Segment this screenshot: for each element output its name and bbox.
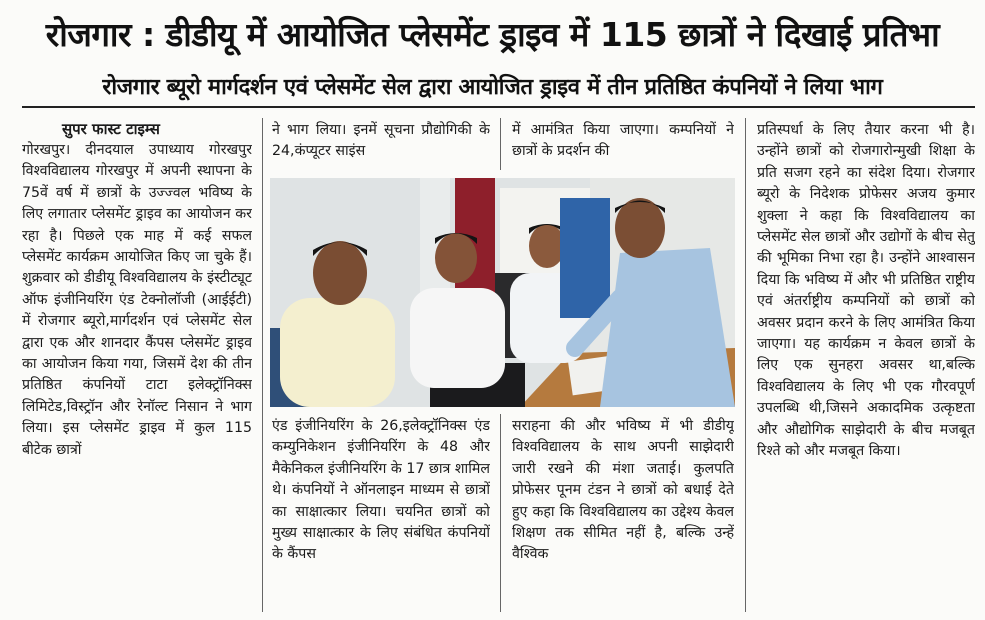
article-column-3-bottom — [512, 416, 734, 612]
article-column-1 — [22, 118, 252, 614]
article-column-2-bottom — [272, 416, 490, 612]
photo-illustration — [270, 178, 735, 407]
news-photo — [270, 178, 735, 407]
column-3-top-text: में आमंत्रित किया जाएगा। कम्पनियों ने छात्रों के प्रदर्शन की — [512, 122, 734, 160]
article-column-3-top — [512, 120, 734, 166]
column-1-text: गोरखपुर। दीनदयाल उपाध्याय गोरखपुर विश्वविद्यालय गोरखपुर में अपनी स्थापना के 75वें वर्ष में छात्रों के उज्ज्वल भविष्य के लिए लगातार प्लेसमेंट ड्राइव का आयोजन कर रहा है। पिछले एक माह में कई सफल प्लेसमेंट कार्यक्रम आयोजित किए जा चुके हैं। शुक्रवार को डीडीयू विश्वविद्यालय के इंस्टीट्यूट ऑफ इंजीनियरिंग एंड टेक्नोलॉजी (आईईटी) में रोजगार ब्यूरो,मार्गदर्शन एवं प्लेसमेंट सेल द्वारा एक और शानदार कैंपस प्लेसमेंट ड्राइव का आयोजन किया गया, जिसमें देश की तीन प्रतिष्ठित कंपनियों टाटा इलेक्ट्रॉनिक्स लिमिटेड,विस्ट्रॉन और रेनॉल्ट निसान ने भाग लिया। इस प्लेसमेंट ड्राइव में कुल 115 बीटेक छात्रों — [22, 142, 252, 458]
column-4-text: प्रतिस्पर्धा के लिए तैयार करना भी है। उन्होंने छात्रों को रोजगारोन्मुखी शिक्षा के प्रति सजग रहने का संदेश दिया। रोजगार ब्यूरो के निदेशक प्रोफेसर अजय कुमार शुक्ला ने कहा कि विश्वविद्यालय का प्लेसमेंट सेल छात्रों और उद्योगों के बीच सेतु की भूमिका निभा रहा है। उन्होंने आश्वासन दिया कि भविष्य में और भी प्रतिष्ठित राष्ट्रीय एवं अंतर्राष्ट्रीय कम्पनियों को छात्रों को अवसर प्रदान करने के लिए आमंत्रित किया जाएगा। यह कार्यक्रम न केवल छात्रों के लिए एक सुनहरा अवसर था,बल्कि विश्वविद्यालय के लिए भी एक गौरवपूर्ण उपलब्धि थी,जिसने अकादमिक उत्कृष्टता और औद्योगिक साझेदारी के बीच मजबूत रिश्ते को और मजबूत किया। — [757, 122, 975, 460]
column-2-bottom-text: एंड इंजीनियरिंग के 26,इलेक्ट्रॉनिक्स एंड कम्युनिकेशन इंजीनियरिंग के 48 और मैकेनिकल इंजीनियरिंग के 17 छात्र शामिल थे। कंपनियों ने ऑनलाइन माध्यम से छात्रों का साक्षात्कार लिया। चयनित छात्रों को मुख्य साक्षात्कार के लिए संबंधित कंपनियों के कैंपस — [272, 418, 490, 563]
article-column-2-top — [272, 120, 490, 166]
byline: सुपर फास्ट टाइम्स — [62, 120, 160, 138]
subheadline: रोजगार ब्यूरो मार्गदर्शन एवं प्लेसमेंट सेल द्वारा आयोजित ड्राइव में तीन प्रतिष्ठित कंपनियों ने लिया भाग — [102, 75, 883, 100]
column-divider — [745, 118, 746, 612]
header-rule — [22, 106, 975, 108]
column-divider — [262, 118, 263, 612]
article-column-4 — [757, 120, 975, 614]
column-divider — [500, 118, 501, 170]
column-3-bottom-text: सराहना की और भविष्य में भी डीडीयू विश्वविद्यालय के साथ अपनी साझेदारी जारी रखने की मंशा जताई। कुलपति प्रोफेसर पूनम टंडन ने छात्रों को बधाई देते हुए कहा कि विश्वविद्यालय का उद्देश्य केवल शिक्षण तक सीमित नहीं है, बल्कि उन्हें वैश्विक — [512, 418, 734, 563]
column-2-top-text: ने भाग लिया। इनमें सूचना प्रौद्योगिकी के 24,कंप्यूटर साइंस — [272, 122, 490, 160]
headline: रोजगार : डीडीयू में आयोजित प्लेसमेंट ड्राइव में 115 छात्रों ने दिखाई प्रतिभा — [45, 14, 940, 54]
column-divider — [500, 414, 501, 612]
